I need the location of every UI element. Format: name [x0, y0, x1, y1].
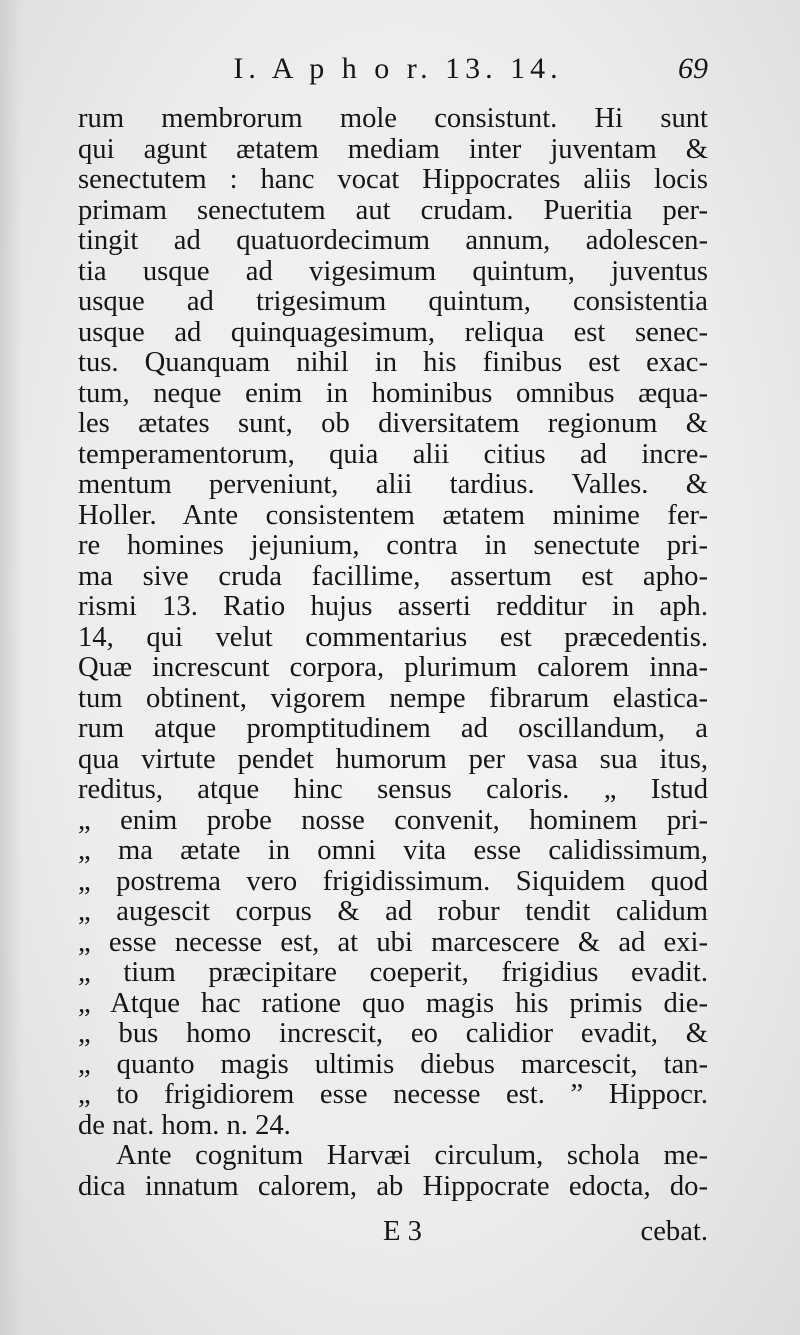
text-line: usque ad quinquagesimum, reliqua est senec-: [78, 316, 708, 348]
text-line: re homines jejunium, contra in senectute pri-: [78, 530, 708, 561]
text-line: „ augescit corpus & ad robur tendit calidum: [78, 896, 708, 927]
running-head: [78, 52, 708, 92]
text-line: „ tium præcipitare coeperit, frigidius evadit.: [78, 957, 708, 988]
page-number: 69: [678, 52, 708, 85]
text-line: tum obtinent, vigorem nempe fibrarum elastica-: [78, 682, 708, 714]
text-line: „ postrema vero frigidissimum. Siquidem quod: [78, 865, 708, 897]
text-line: qua virtute pendet humorum per vasa sua itus,: [78, 743, 708, 775]
signature-mark: E 3: [383, 1216, 422, 1247]
text-line: „ Atque hac ratione quo magis his primis die-: [78, 987, 708, 1019]
text-line: de nat. hom. n. 24.: [78, 1109, 291, 1141]
text-line: tum, neque enim in hominibus omnibus æqua-: [78, 377, 708, 409]
text-line: 14, qui velut commentarius est præcedentis.: [78, 621, 708, 653]
text-line: senectutem : hanc vocat Hippocrates aliis locis: [78, 164, 708, 195]
text-line: „ enim probe nosse convenit, hominem pri-: [78, 804, 708, 836]
text-line: tia usque ad vigesimum quintum, juventus: [78, 255, 708, 287]
text-line: les ætates sunt, ob diversitatem regionum &: [78, 408, 708, 439]
text-line: dica innatum calorem, ab Hippocrate edocta, do-: [78, 1170, 708, 1202]
text-line: ma sive cruda facillime, assertum est apho-: [78, 560, 708, 592]
text-line: „ quanto magis ultimis diebus marcescit, tan-: [78, 1048, 708, 1080]
text-line: rum membrorum mole consistunt. Hi sunt: [78, 103, 708, 134]
text-line: Holler. Ante consistentem ætatem minime fer-: [78, 499, 708, 531]
text-line: usque ad trigesimum quintum, consistentia: [78, 286, 708, 317]
body-text: [78, 104, 708, 1202]
text-line: primam senectutem aut crudam. Pueritia per-: [78, 194, 708, 226]
text-line: „ bus homo increscit, eo calidior evadit, &: [78, 1018, 708, 1049]
text-line: rismi 13. Ratio hujus asserti redditur in aph.: [78, 591, 708, 622]
text-line: qui agunt ætatem mediam inter juventam &: [78, 133, 708, 165]
running-title: I. A p h o r. 13. 14.: [233, 52, 563, 85]
text-line: tus. Quanquam nihil in his finibus est exac-: [78, 347, 708, 378]
page-footer: [78, 1216, 708, 1256]
text-line: Ante cognitum Harvæi circulum, schola me-: [116, 1140, 708, 1171]
text-line: Quæ increscunt corpora, plurimum calorem inna-: [78, 652, 708, 683]
text-line: „ to frigidiorem esse necesse est. ” Hippocr.: [78, 1079, 708, 1110]
text-line: rum atque promptitudinem ad oscillandum, a: [78, 713, 708, 744]
text-line: temperamentorum, quia alii citius ad incre-: [78, 438, 708, 470]
catchword: cebat.: [640, 1216, 708, 1247]
text-line: „ esse necesse est, at ubi marcescere & ad exi-: [78, 926, 708, 958]
text-line: mentum perveniunt, alii tardius. Valles. &: [78, 469, 708, 500]
text-line: reditus, atque hinc sensus caloris. „ Istud: [78, 774, 708, 805]
text-line: tingit ad quatuordecimum annum, adolescen-: [78, 225, 708, 256]
text-line: „ ma ætate in omni vita esse calidissimum,: [78, 835, 708, 866]
